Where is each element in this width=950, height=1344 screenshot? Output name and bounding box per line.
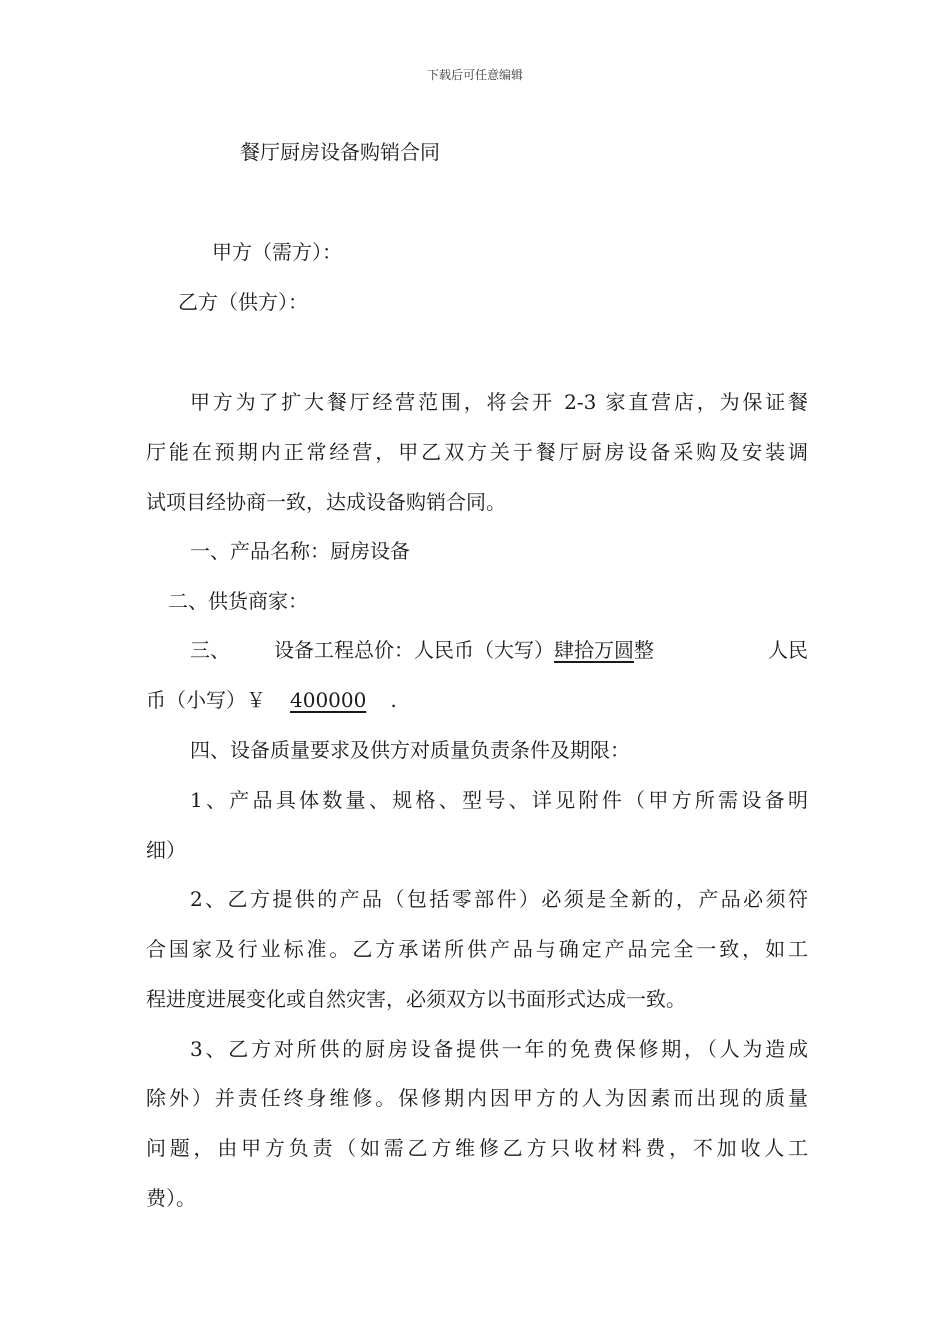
amount-in-words: 肆拾万圆: [554, 638, 634, 662]
clause-2-line-3: 程进度进展变化或自然灾害，必须双方以书面形式达成一致。: [146, 987, 686, 1011]
amount-number-suffix: .: [390, 688, 397, 712]
header-note: 下载后可任意编辑: [426, 68, 523, 82]
clause-3-line-3: 问题，由甲方负责（如需乙方维修乙方只收材料费，不加收人工: [146, 1136, 808, 1160]
amount-number-prefix: 币（小写）￥: [146, 688, 266, 712]
document-title: 餐厅厨房设备购销合同: [240, 140, 440, 164]
intro-line-2: 厅能在预期内正常经营，甲乙双方关于餐厅厨房设备采购及安装调: [146, 440, 808, 464]
amount-in-words-suffix: 整: [634, 638, 654, 662]
intro-line-3: 试项目经协商一致，达成设备购销合同。: [146, 490, 506, 514]
clause-3-line-2: 除外）并责任终身维修。保修期内因甲方的人为因素而出现的质量: [146, 1086, 808, 1110]
amount-in-number: 400000: [290, 688, 367, 712]
intro-line-1: 甲方为了扩大餐厅经营范围，将会开 2-3 家直营店，为保证餐: [190, 390, 808, 414]
clause-1-line-2: 细）: [146, 838, 186, 862]
item-quality-requirements: 四、设备质量要求及供方对质量负责条件及期限：: [190, 738, 630, 762]
clause-1-line-1: 1、产品具体数量、规格、型号、详见附件（甲方所需设备明: [190, 788, 808, 812]
item-total-price-prefix: 三、: [190, 638, 230, 662]
clause-3-line-1: 3、乙方对所供的厨房设备提供一年的免费保修期，（人为造成: [190, 1037, 808, 1061]
item-total-price-label: 设备工程总价：人民币（大写）: [274, 638, 554, 662]
party-b-label: 乙方（供方）：: [178, 290, 308, 314]
party-a-label: 甲方（需方）：: [212, 240, 342, 264]
clause-2-line-1: 2、乙方提供的产品（包括零部件）必须是全新的，产品必须符: [190, 887, 808, 911]
clause-2-line-2: 合国家及行业标准。乙方承诺所供产品与确定产品完全一致，如工: [146, 937, 808, 961]
rmb-continued: 人民: [768, 638, 808, 662]
clause-3-line-4: 费）。: [146, 1186, 196, 1210]
item-total-price-line-2: [146, 684, 397, 716]
item-supplier: 二、供货商家：: [168, 589, 308, 613]
item-total-price-line: [190, 634, 808, 666]
item-product-name: 一、产品名称：厨房设备: [190, 539, 410, 563]
